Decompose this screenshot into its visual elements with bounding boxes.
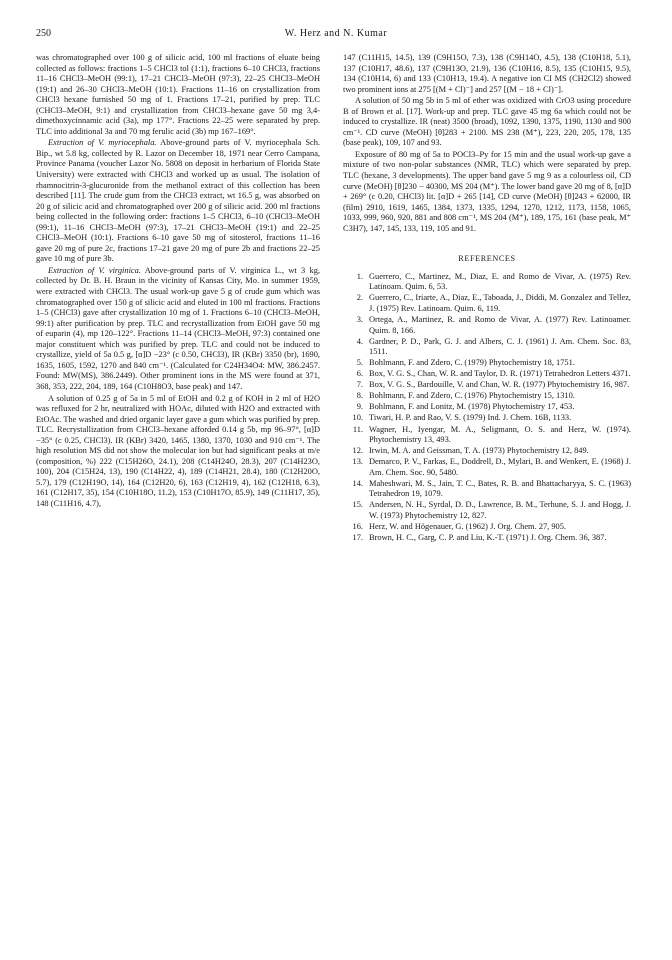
reference-number: 1. [356,271,363,281]
paragraph-body: Above-ground parts of V. myriocephala Sch. Bip., wt 5.8 kg, collected by R. Lazor on December 18, 1971 near Cerro Campana, Province Panama (voucher Lazor No. 5808 on deposit in herbarium of Florida State University) were extracted with CHCl3 and worked up as usual. The isolation of rhamnocitrin-3-glucuronide from the methanol extract of this collection has been described [11]. The crude gum from the CHCl3 extract, wt 16.5 g, was absorbed on 20 g of silicic acid and chromatographed over 200 g of silicic acid. 200 ml fractions being collected in the following order: fractions 1–5 CHCl3, 6–10 (CHCl3–MeOH (99:1), 11–16 CHCl3–MeOH (97:3), 17–21 CHCl3–MeOH (19:1) and 22–25 CHCl3–MeOH (10:1). Fractions 6–10 gave 50 mg of sitosterol, fractions 11–16 gave 20 mg of pure 2c, fractions 17–21 gave 20 mg of pure 2b and fractions 22–25 gave 10 mg of pure 3b. [36,138,321,264]
reference-text: Gardner, P. D., Park, G. J. and Albers, C. J. (1961) J. Am. Chem. Soc. 83, 1511. [369,336,631,357]
running-header [36,28,636,42]
reference-number: 13. [352,457,363,467]
reference-text: Guerrero, C., Iriarte, A., Diaz, E., Taboada, J., Diddi, M. Gonzalez and Tellez, J. (1975) Rev. Latinoam. Quim. 6, 119. [369,293,631,313]
paragraph: A solution of 0.25 g of 5a in 5 ml of EtOH and 0.2 g of KOH in 2 ml of H2O was refluxed for 2 hr, neutralized with HOAc, diluted with H2O and extracted with EtOAc. The washed and dried organic layer gave a gum which was purified by prep. TLC. Recrystallization from CHCl3–hexane afforded 0.14 g 5b, mp 96–97°, [α]D −35° (c 0.25, CHCl3). IR (KBr) 3420, 1465, 1380, 1370, 1030 and 910 cm⁻¹. The high resolution MS did not show the molecular ion but had significant peaks at m/e (composition, %) 222 (C15H26O, 24.1), 208 (C14H24O, 28.3), 207 (C14H23O, 100), 204 (C15H24, 13), 190 (C14H22, 4), 189 (C14H21, 28.4), 180 (C12H20O, 5.7), 179 (C12H19O, 14), 164 (C12H20, 6), 163 (C12H19, 4), 162 (C12H18, 6.3), 161 (C12H17, 35), 154 (C10H18O, 11.2), 153 (C10H17O, 85.9), 149 (C11H17, 35), 148 (C11H16, 4.7), [36,393,320,508]
reference-text: Tiwari, H. P. and Rao, V. S. (1979) Ind. J. Chem. 16B, 1133. [369,413,572,423]
references-heading: REFERENCES [458,254,516,264]
reference-text: Bohlmann, F. and Zdero, C. (1976) Phytochemistry 15, 1310. [369,391,575,401]
running-title: W. Herz and N. Kumar [284,28,388,39]
reference-number: 14. [352,478,363,488]
section-lead-genus: V. virginica. [98,265,141,275]
paragraph: was chromatographed over 100 g of silicic acid, 100 ml fractions of eluate being collected as follows: fractions 1–5 CHCl3 tol (1:1), fractions 6–10 CHCl3, fractions 11–16 CHCl3–MeOH (99:1), 17–21 CHCl3–MeOH (97:3), 22–25 CHCl3–MeOH (19:1) and 26–30 CHCl3–MeOH (10:1). Fractions 11–16 on crystallization from CHCl3 hexane furnished 50 mg of 1. Fractions 17–21, purified by prep. TLC (CHCl3–MeOH, 9:1) and crystallization from CHCl3–hexane gave 50 mg 3,4-dimethoxycinnamic acid (3a), mp 177°. Fractions 22–25 were separated by prep. TLC into additional 3a and 70 mg ferulic acid (3b) mp 167–169°. [36,53,320,136]
reference-text: Irwin, M. A. and Geissman, T. A. (1973) Phytochemistry 12, 849. [369,446,589,456]
reference-item [343,272,631,293]
reference-item [343,402,631,413]
reference-number: 8. [356,391,363,401]
reference-list [343,272,631,544]
reference-number: 9. [356,402,363,412]
paragraph: A solution of 50 mg 5b in 5 ml of ether was oxidized with CrO3 using procedure B of Brown et al. [17]. Work-up and prep. TLC gave 45 mg 6a which could not be induced to crystallize. IR (neat) 3500 (broad), 1092, 1390, 1375, 1190, 1130 and 900 cm⁻¹. CD curve (MeOH) [θ]283 + 2100. MS 238 (M⁺), 223, 220, 205, 178, 135 (base peak), 109, 107 and 93. [343,96,631,148]
reference-text: Brown, H. C., Garg, C. P. and Liu, K.-T. (1971) J. Org. Chem. 36, 387. [369,532,607,542]
reference-number: 16. [352,521,363,531]
reference-item [343,293,631,314]
reference-text: Box, V. G. S., Bardouille, V. and Chan, W. R. (1977) Phytochemistry 16, 987. [369,380,630,390]
reference-number: 7. [356,380,363,390]
section-lead: Extraction of [48,138,94,148]
reference-number: 6. [356,369,363,379]
reference-item [343,358,631,369]
reference-item [343,533,631,544]
paragraph [36,266,320,393]
paragraph: 147 (C11H15, 14.5), 139 (C9H15O, 7.3), 138 (C9H14O, 4.5), 138 (C10H18, 5.1), 137 (C10H17, 48.6), 137 (C9H13O, 21.9), 136 (C10H16, 8.5), 135 (C10H15, 9.5), 134 (C10H14, 6) and 133 (C10H13, 19.4). A negative ion CI MS (CH2Cl2) showed two prominent ions at 275 [(M + Cl)⁻] and 257 [(M − 18 + Cl)⁻]. [343,53,631,94]
reference-item [343,457,631,478]
reference-text: Box, V. G. S., Chan, W. R. and Taylor, D. R. (1971) Tetrahedron Letters 4371. [369,369,631,379]
reference-text: Bohlmann, F. and Lonitz, M. (1978) Phytochemistry 17, 453. [369,402,575,412]
left-column [36,53,320,510]
reference-text: Guerrero, C., Martinez, M., Diaz, E. and Romo de Vivar, A. (1975) Rev. Latinoam. Quim. 6, 53. [369,271,631,292]
reference-number: 4. [356,336,363,346]
reference-item [343,337,631,358]
reference-text: Maheshwari, M. S., Jain, T. C., Bates, R. B. and Bhattacharyya, S. C. (1963) Tetrahedron 19, 1079. [369,478,631,499]
paragraph-body: Above-ground parts of V. virginica L., wt 3 kg, collected by Dr. B. H. Braun in the vicinity of Kansas City, Mo. in summer 1959, were extracted with CHCl3. The usual work-up gave 5 g of crude gum which was chromatographed over 150 g of silicic acid and eluted in 100 ml fractions. Fractions 1–5 (CHCl3) gave after crystallization 10 mg of 1. Fractions 6–10 (CHCl3–MeOH, 99:1) after purification by prep. TLC and recrystallization from EtOH gave 50 mg of euparin (4), mp 120–122°. Fractions 11–14 (CHCl3–MeOH, 97:3) contained one major constituent which was purified by prep. TLC and could not be induced to crystallize, yield of 5a 0.5 g, [α]D −23° (c 0.50, CHCl3), IR (KBr) 3350 (br), 1690, 1635, 1605, 1592, 1270 and 840 cm⁻¹. (Calculated for C24H34O4: MW, 386.2457. Found: MW(MS), 386.2449). Other prominent ions in the MS were found at 371, 368, 353, 222, 204, 189, 164 (C10H8O3, base peak) and 147. [36,265,320,391]
reference-item [343,369,631,380]
reference-item [343,446,631,457]
reference-text: Bohlmann, F. and Zdero, C. (1979) Phytochemistry 18, 1751. [369,358,575,368]
reference-text: Ortega, A., Martinez, R. and Romo de Vivar, A. (1977) Rev. Latinoamer. Quim. 8, 166. [369,315,631,335]
reference-number: 17. [352,532,363,542]
reference-number: 15. [352,500,363,510]
reference-item [343,425,631,446]
paragraph [36,138,320,265]
reference-text: Demarco, P. V., Farkas, E., Doddrell, D., Mylari, B. and Wenkert, E. (1968) J. Am. Chem. Soc. 90, 5480. [369,457,631,477]
reference-number: 11. [352,424,363,434]
reference-number: 12. [352,446,363,456]
paragraph: Exposure of 80 mg of 5a to POCl3–Py for 15 min and the usual work-up gave a mixture of two non-polar substances (NMR, TLC) which were separated by prep. TLC (hexane, 3 developments). The upper band gave 5 mg 9 as a colourless oil, CD curve (MeOH) [θ]230 − 40300, MS 204 (M⁺). The lower band gave 20 mg of 8, [α]D + 269° (c 0.20, CHCl3) lit. [α]D + 265 [14], CD curve (MeOH) [θ]243 + 62000, IR (film) 2910, 1619, 1465, 1384, 1373, 1335, 1294, 1270, 1212, 1173, 1158, 1065, 1033, 999, 960, 920, 881 and 808 cm⁻¹, MS 204 (M⁺), 189, 175, 161 (base peak, M⁺ C3H7), 147, 145, 133, 119, 105 and 91. [343,149,631,233]
reference-text: Andersen, N. H., Syrdal, D. D., Lawrence, B. M., Terhune, S. J. and Hogg, J. W. (1973) Phytochemistry 12, 827. [369,500,631,520]
page-number: 250 [36,28,51,39]
reference-item [343,413,631,424]
reference-number: 2. [356,293,363,303]
reference-number: 10. [352,413,363,423]
reference-item [343,522,631,533]
right-column [343,53,631,544]
reference-item [343,315,631,336]
reference-item [343,479,631,500]
section-lead-genus: V. myriocephala. [98,138,157,148]
reference-item [343,391,631,402]
reference-item [343,380,631,391]
reference-text: Herz, W. and Högenauer, G. (1962) J. Org. Chem. 27, 905. [369,521,566,531]
reference-number: 3. [356,315,363,325]
reference-text: Wagner, H., Iyengar, M. A., Seligmann, O. S. and Herz, W. (1974). Phytochemistry 13, 493. [369,424,631,445]
reference-item [343,500,631,521]
section-lead: Extraction of [48,265,95,275]
reference-number: 5. [356,358,363,368]
